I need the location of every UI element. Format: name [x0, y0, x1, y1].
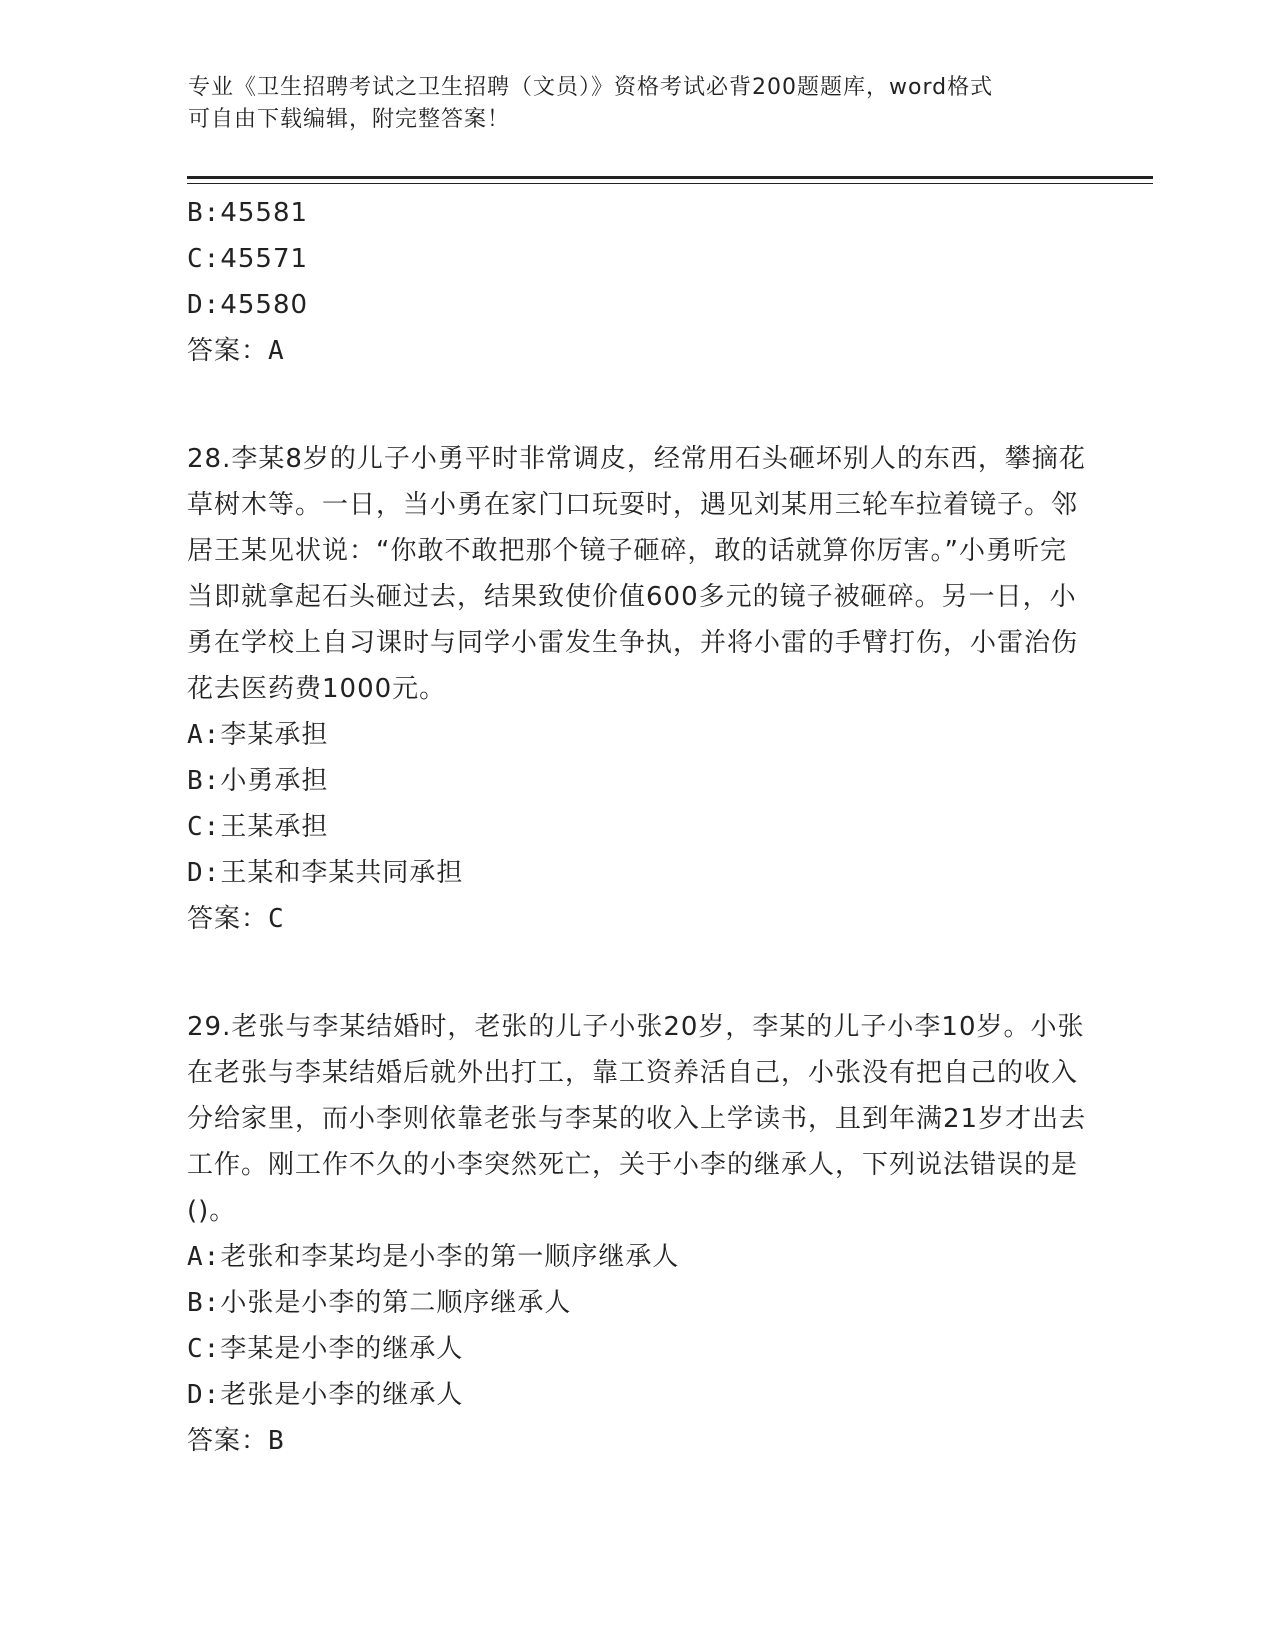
option-b — [187, 190, 1087, 236]
option-text: 45571 — [220, 244, 309, 274]
question-stem: 29.老张与李某结婚时，老张的儿子小张20岁，李某的儿子小李10岁。小张在老张与李某结婚后就外出打工，靠工资养活自己，小张没有把自己的收入分给家里，而小李则依靠老张与李某的收入上学读书，且到年满21岁才出去工作。刚工作不久的小李突然死亡，关于小李的继承人，下列说法错误的是()。 — [187, 1012, 1087, 1226]
header-rule-thin — [187, 183, 1153, 184]
spacer — [187, 374, 1087, 436]
option-letter: C: — [187, 812, 221, 842]
option-letter: B: — [187, 766, 221, 796]
option-letter: D: — [187, 858, 221, 888]
option-letter: B: — [187, 1288, 221, 1318]
option-letter: C: — [187, 244, 221, 274]
option-text: 老张是小李的继承人 — [220, 1380, 464, 1410]
option-a — [187, 1234, 1087, 1280]
option-c — [187, 804, 1087, 850]
option-letter: D: — [187, 290, 221, 320]
answer-label: 答案： — [187, 1426, 269, 1456]
option-text: 45580 — [220, 290, 309, 320]
header-rule-thick — [187, 176, 1153, 179]
option-letter: C: — [187, 1334, 221, 1364]
option-d — [187, 282, 1087, 328]
option-a — [187, 712, 1087, 758]
header-line-2: 可自由下载编辑，附完整答案！ — [188, 107, 511, 132]
option-text: 小张是小李的第二顺序继承人 — [220, 1288, 572, 1318]
option-text: 老张和李某均是小李的第一顺序继承人 — [220, 1242, 680, 1272]
answer-line — [187, 896, 1087, 942]
option-text: 小勇承担 — [220, 766, 329, 796]
option-b — [187, 1280, 1087, 1326]
option-c — [187, 236, 1087, 282]
option-letter: A: — [187, 1242, 221, 1272]
option-text: 45581 — [220, 198, 309, 228]
question-stem: 28.李某8岁的儿子小勇平时非常调皮，经常用石头砸坏别人的东西，攀摘花草树木等。一日，当小勇在家门口玩耍时，遇见刘某用三轮车拉着镜子。邻居王某见状说：“你敢不敢把那个镜子砸碎，敢的话就算你厉害。”小勇听完当即就拿起石头砸过去，结果致使价值600多元的镜子被砸碎。另一日，小勇在学校上自习课时与同学小雷发生争执，并将小雷的手臂打伤，小雷治伤花去医药费1000元。 — [187, 444, 1086, 704]
question-29 — [187, 1004, 1087, 1464]
option-text: 李某是小李的继承人 — [220, 1334, 464, 1364]
question-content — [187, 190, 1087, 1464]
header-line-1: 专业《卫生招聘考试之卫生招聘（文员）》资格考试必背200题题库，word格式 — [188, 75, 994, 100]
page-header — [188, 72, 1068, 136]
option-c — [187, 1326, 1087, 1372]
answer-line — [187, 1418, 1087, 1464]
answer-value: A — [268, 336, 285, 366]
answer-label: 答案： — [187, 336, 269, 366]
answer-value: C — [268, 904, 285, 934]
option-letter: B: — [187, 198, 221, 228]
option-b — [187, 758, 1087, 804]
answer-label: 答案： — [187, 904, 269, 934]
answer-value: B — [268, 1426, 285, 1456]
option-d — [187, 850, 1087, 896]
option-letter: D: — [187, 1380, 221, 1410]
option-d — [187, 1372, 1087, 1418]
option-letter: A: — [187, 720, 221, 750]
spacer — [187, 942, 1087, 1004]
option-text: 王某和李某共同承担 — [220, 858, 464, 888]
question-28 — [187, 436, 1087, 942]
answer-line — [187, 328, 1087, 374]
option-text: 王某承担 — [220, 812, 329, 842]
prev-question — [187, 190, 1087, 374]
option-text: 李某承担 — [220, 720, 329, 750]
